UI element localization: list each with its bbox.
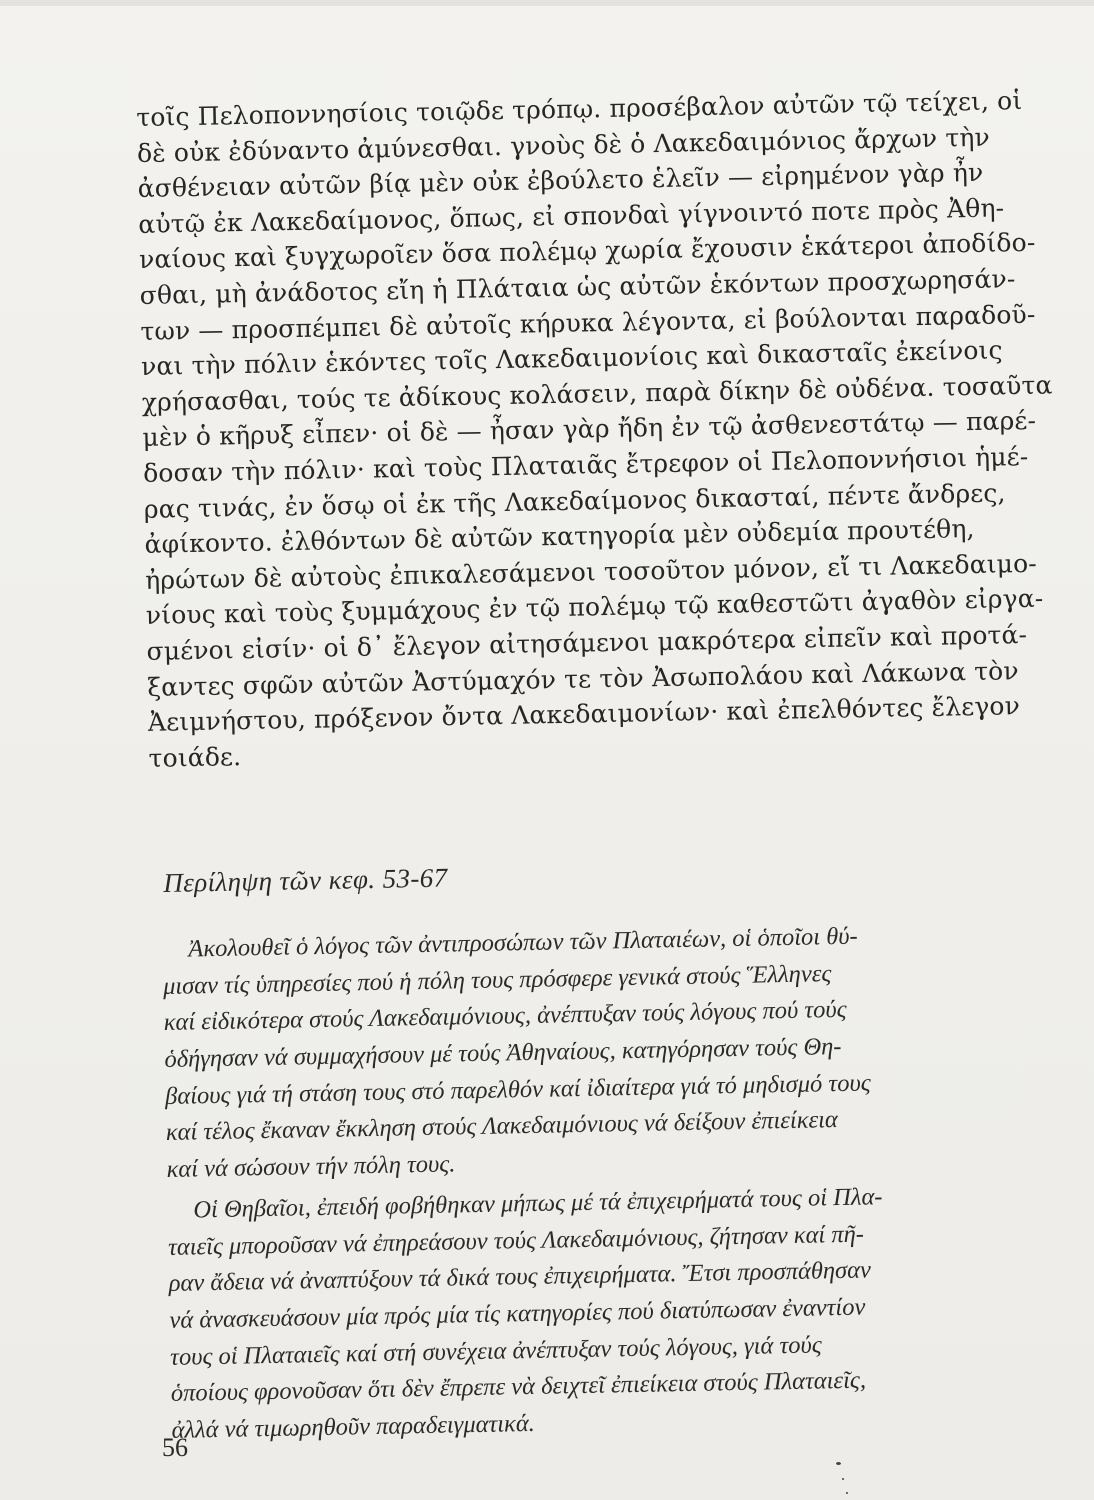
dust-speck [836,1462,841,1465]
summary-line: Ἀκολουθεῖ ὁ λόγος τῶν ἀντιπροσώπων τῶν Πλαταιέων, οἱ ὁποῖοι θύ- [188,922,858,963]
text-line: χρήσασθαι, τούς τε ἀδίκους κολάσειν, παρὰ δίκην δὲ οὐδένα. τοσαῦτα [141,370,1053,417]
summary-line: βαίους γιά τή στάση τους στό παρελθόν καί ἰδιαίτερα γιά τό μηδισμό τους [164,1069,871,1110]
page-number: 56 [162,1433,188,1462]
text-line: ναίους καὶ ξυγχωροῖεν ὅσα πολέμῳ χωρία ἔχουσιν ἑκάτεροι ἀποδίδο- [138,228,1036,275]
summary-line: Οἱ Θηβαῖοι, ἐπειδή φοβήθηκαν μήπως μέ τά ἐπιχειρήματά τους οἱ Πλα- [193,1183,883,1224]
summary-line: καί τέλος ἔκαναν ἔκκληση στούς Λακεδαιμόνιους νά δείξουν ἐπιείκεια [165,1106,839,1147]
text-line: τοιάδε. [148,741,242,773]
dust-speck [846,1492,848,1494]
summary-heading: Περίληψη τῶν κεφ. 53-67 [163,862,448,898]
summary-line: μισαν τίς ὑπηρεσίες πού ἡ πόλη τους πρόσφερε γενικά στούς Ἕλληνες [162,959,832,1000]
summary-paragraph-2 [167,1177,1002,1450]
text-line: μὲν ὁ κῆρυξ εἶπεν· οἱ δὲ — ἦσαν γὰρ ἤδη ἐν τῷ ἀσθενεστάτῳ — παρέ- [142,406,1037,453]
summary-line: ραν ἄδεια νά ἀναπτύξουν τά δικά τους ἐπιχειρήματα. Ἔτσι προσπάθησαν [168,1256,872,1298]
summary-line: νά ἀνασκευάσουν μία πρός μία τίς κατηγορίες πού διατύπωσαν ἐναντίον [169,1293,866,1334]
text-line: Ἀειμνήστου, πρόξενον ὄντα Λακεδαιμονίων· καὶ ἐπελθόντες ἔλεγον [147,691,1021,737]
summary-line: τους οἱ Πλαταιεῖς καί στή συνέχεια ἀνέπτυξαν τούς λόγους, γιά τούς [169,1330,822,1371]
summary-line: ἀλλά νά τιμωρηθοῦν παραδειγματικά. [171,1409,536,1444]
greek-original-text [136,84,1053,777]
text-line: σμένοι εἰσίν· οἱ δ᾿ ἔλεγον αἰτησάμενοι μακρότερα εἰπεῖν καὶ προτά- [146,619,1028,666]
text-line: δοσαν τὴν πόλιν· καὶ τοὺς Πλαταιᾶς ἔτρεφον οἱ Πελοποννήσιοι ἡμέ- [142,441,1029,488]
text-line: ἠρώτων δὲ αὐτοὺς ἐπικαλεσάμενοι τοσοῦτον μόνον, εἴ τι Λακεδαιμο- [144,548,1038,595]
summary-line: καί εἰδικότερα στούς Λακεδαιμόνιους, ἀνέπτυξαν τούς λόγους πού τούς [163,996,847,1037]
text-line: τοῖς Πελοποννησίοις τοιῷδε τρόπῳ. προσέβαλον αὐτῶν τῷ τείχει, οἱ [136,85,1023,132]
text-line: ρας τινάς, ἐν ὅσῳ οἱ ἐκ τῆς Λακεδαίμονος δικασταί, πέντε ἄνδρες, [143,477,1006,524]
summary-line: ταιεῖς μποροῦσαν νά ἐπηρεάσουν τούς Λακεδαιμόνιους, ζήτησαν καί πῆ- [167,1220,865,1261]
text-line: ἀσθένειαν αὐτῶν βίᾳ μὲν οὐκ ἐβούλετο ἑλεῖν — εἰρημένον γὰρ ἦν [137,157,984,204]
text-line: των — προσπέμπει δὲ αὐτοῖς κήρυκα λέγοντα, εἰ βούλονται παραδοῦ- [140,299,1036,346]
summary-line: ὁδήγησαν νά συμμαχήσουν μέ τούς Ἀθηναίους, κατηγόρησαν τούς Θη- [164,1033,842,1074]
text-line: νίους καὶ τοὺς ξυμμάχους ἐν τῷ πολέμῳ τῷ καθεστῶτι ἀγαθὸν εἰργα- [145,583,1044,631]
summary-line: ὁποίους φρονοῦσαν ὅτι δὲν ἔπρεπε νὰ δειχτεῖ ἐπιείκεια στούς Πλαταιεῖς, [170,1366,867,1408]
summary-line: καί νά σώσουν τήν πόλη τους. [166,1150,456,1184]
page-top-edge [0,0,1094,6]
text-line: ναι τὴν πόλιν ἑκόντες τοῖς Λακεδαιμονίοις καὶ δικασταῖς ἐκείνοις [140,335,1003,382]
summary-text [162,916,1002,1449]
text-line: δὲ οὐκ ἐδύναντο ἀμύνεσθαι. γνοὺς δὲ ὁ Λακεδαιμόνιος ἄρχων τὴν [136,122,991,168]
dust-speck [842,1478,844,1480]
summary-paragraph-1 [162,916,997,1189]
text-line: ἀφίκοντο. ἐλθόντων δὲ αὐτῶν κατηγορία μὲν οὐδεμία προυτέθη, [144,514,975,560]
text-line: σθαι, μὴ ἀνάδοτος εἴη ἡ Πλάταια ὡς αὐτῶν ἑκόντων προσχωρησάν- [139,264,1016,310]
text-line: ξαντες σφῶν αὐτῶν Ἀστύμαχόν τε τὸν Ἀσωπολάου καὶ Λάκωνα τὸν [146,655,1019,702]
text-line: αὐτῷ ἐκ Λακεδαίμονος, ὅπως, εἰ σπονδαὶ γίγνοιντό ποτε πρὸς Ἀθη- [138,193,1005,239]
